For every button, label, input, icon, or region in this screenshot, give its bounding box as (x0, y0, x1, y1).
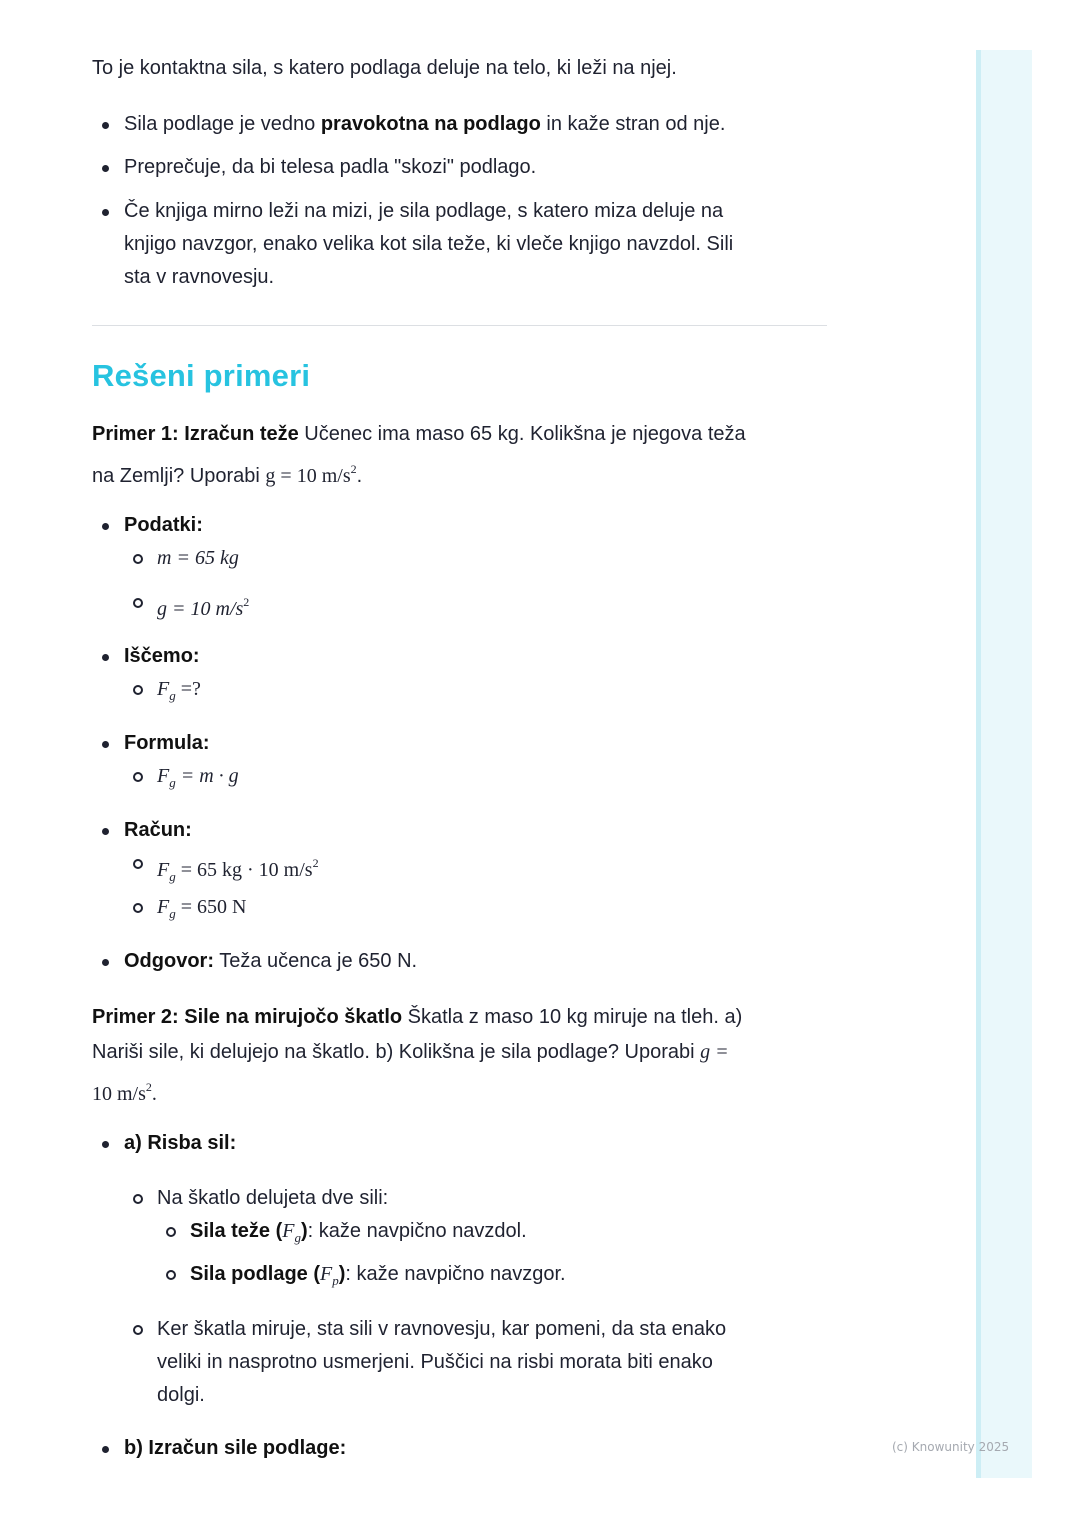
formula-expression: $F_g = m \cdot g$ (157, 765, 239, 790)
unknown-fg: $F_g$ =? (157, 678, 201, 703)
bullet-dot (102, 654, 109, 661)
calc-line-1: $F_g = 65$ kg · 10 $m/s^2$ (157, 856, 319, 884)
sub-sub-bullet (166, 1227, 176, 1237)
equilibrium-line-3: dolgi. (157, 1384, 205, 1406)
izracun-label: b) Izračun sile podlage: (124, 1437, 347, 1459)
two-forces-text: Na škatlo delujeta dve sili: (157, 1187, 389, 1209)
podatki-label: Podatki: (124, 514, 203, 536)
side-panel (976, 50, 1032, 1478)
odgovor: Odgovor: Teža učenca je 650 N. (124, 950, 418, 972)
racun-label: Račun: (124, 819, 192, 841)
bullet-dot (102, 165, 109, 172)
sub-bullet (133, 685, 143, 695)
bullet-dot (102, 1141, 109, 1148)
bullet-1: Sila podlage je vedno pravokotna na podlago in kaže stran od nje. (124, 113, 726, 135)
primer2-line-1: Primer 2: Sile na mirujočo škatlo Škatla z maso 10 kg miruje na tleh. a) (92, 1006, 743, 1028)
intro-paragraph: To je kontaktna sila, s katero podlaga deluje na telo, ki leži na njej. (92, 57, 677, 79)
bullet-dot (102, 828, 109, 835)
g-value: g = 10 $m/s^2$ (157, 595, 250, 620)
iscemo-label: Iščemo: (124, 645, 200, 667)
sub-bullet (133, 554, 143, 564)
sub-bullet (133, 903, 143, 913)
bullet-dot (102, 209, 109, 216)
equilibrium-line-1: Ker škatla miruje, sta sili v ravnovesju, kar pomeni, da sta enako (157, 1318, 727, 1340)
bullet-dot (102, 122, 109, 129)
bullet-3-line-3: sta v ravnovesju. (124, 266, 275, 288)
sub-sub-bullet (166, 1270, 176, 1280)
sub-bullet (133, 859, 143, 869)
force-gravity: Sila teže $(F_g)$: kaže navpično navzdol. (190, 1220, 527, 1245)
bullet-2: Preprečuje, da bi telesa padla "skozi" podlago. (124, 156, 537, 178)
bullet-3-line-1: Če knjiga mirno leži na mizi, je sila podlage, s katero miza deluje na (124, 200, 724, 222)
bullet-dot (102, 1446, 109, 1453)
sub-bullet (133, 1325, 143, 1335)
watermark: (c) Knowunity 2025 (892, 1440, 1010, 1454)
section-heading: Rešeni primeri (92, 358, 311, 393)
primer1-line-2: na Zemlji? Uporabi g = 10 $m/s^2$. (92, 462, 363, 487)
primer1-line-1: Primer 1: Izračun teže Učenec ima maso 65 kg. Kolikšna je njegova teža (92, 423, 746, 445)
bullet-dot (102, 523, 109, 530)
sub-bullet (133, 772, 143, 782)
mass-value: m = 65 kg (157, 547, 239, 569)
bullet-dot (102, 741, 109, 748)
primer2-line-3: 10 $m/s^2$. (92, 1080, 157, 1105)
formula-label: Formula: (124, 732, 210, 754)
divider (92, 325, 827, 326)
bullet-dot (102, 959, 109, 966)
bullet-3-line-2: knjigo navzgor, enako velika kot sila teže, ki vleče knjigo navzdol. Sili (124, 233, 734, 255)
sub-bullet (133, 598, 143, 608)
equilibrium-line-2: veliki in nasprotno usmerjeni. Puščici na risbi morata biti enako (157, 1351, 713, 1373)
force-normal: Sila podlage $(F_p)$: kaže navpično navzgor. (190, 1263, 566, 1288)
sub-bullet (133, 1194, 143, 1204)
primer2-line-2: Nariši sile, ki delujejo na škatlo. b) Kolikšna je sila podlage? Uporabi g = (92, 1041, 729, 1063)
calc-line-2: $F_g = 650$ N (157, 896, 247, 921)
risba-label: a) Risba sil: (124, 1132, 237, 1154)
